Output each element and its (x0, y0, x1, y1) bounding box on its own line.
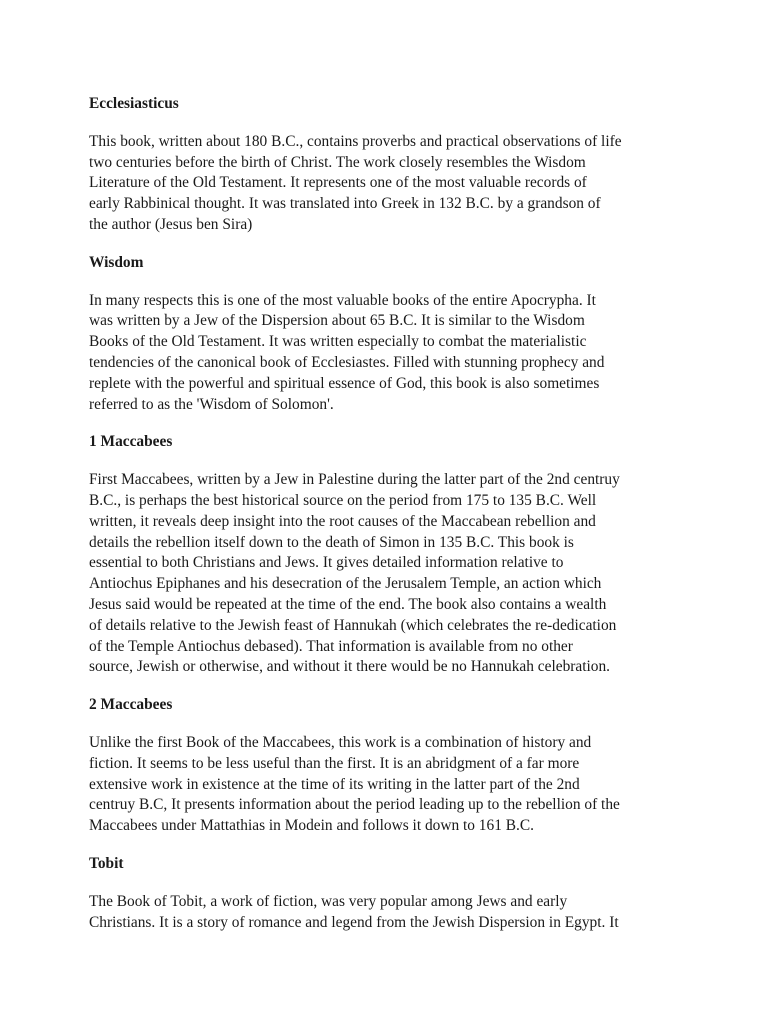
text-line: of the Temple Antiochus debased). That information is available from no other (89, 637, 573, 655)
section-paragraph (89, 733, 689, 837)
section-2-maccabees (89, 695, 689, 837)
text-line: replete with the powerful and spiritual essence of God, this book is also sometimes (89, 374, 600, 392)
text-line: referred to as the 'Wisdom of Solomon'. (89, 395, 334, 413)
text-line: fiction. It seems to be less useful than the first. It is an abridgment of a far more (89, 754, 580, 772)
text-line: essential to both Christians and Jews. It gives detailed information relative to (89, 554, 564, 572)
section-heading: 2 Maccabees (89, 696, 173, 714)
text-line: The Book of Tobit, a work of fiction, was very popular among Jews and early (89, 892, 568, 910)
section-paragraph (89, 470, 689, 678)
text-line: B.C., is perhaps the best historical source on the period from 175 to 135 B.C. Well (89, 491, 597, 509)
text-line: This book, written about 180 B.C., contains proverbs and practical observations of life (89, 132, 622, 150)
text-line: Books of the Old Testament. It was written especially to combat the materialistic (89, 333, 587, 351)
text-line: source, Jewish or otherwise, and without it there would be no Hannukah celebration. (89, 658, 611, 676)
text-line: details the rebellion itself down to the death of Simon in 135 B.C. This book is (89, 533, 574, 551)
document-page (89, 94, 689, 950)
text-line: written, it reveals deep insight into the root causes of the Maccabean rebellion and (89, 512, 596, 530)
text-line: Maccabees under Mattathias in Modein and follows it down to 161 B.C. (89, 817, 534, 835)
text-line: two centuries before the birth of Christ. The work closely resembles the Wisdom (89, 153, 586, 171)
text-line: was written by a Jew of the Dispersion about 65 B.C. It is similar to the Wisdom (89, 312, 585, 330)
text-line: Unlike the first Book of the Maccabees, this work is a combination of history and (89, 733, 592, 751)
section-ecclesiasticus (89, 94, 689, 236)
text-line: tendencies of the canonical book of Ecclesiastes. Filled with stunning prophecy and (89, 353, 605, 371)
text-line: centruy B.C, It presents information about the period leading up to the rebellion of the (89, 796, 620, 814)
text-line: In many respects this is one of the most valuable books of the entire Apocrypha. It (89, 291, 596, 309)
section-heading: Wisdom (89, 253, 144, 271)
section-heading: Ecclesiasticus (89, 95, 179, 112)
text-line: Antiochus Epiphanes and his desecration of the Jerusalem Temple, an action which (89, 575, 602, 593)
text-line: of details relative to the Jewish feast of Hannukah (which celebrates the re-dedication (89, 616, 617, 634)
text-line: Jesus said would be repeated at the time of the end. The book also contains a wealth (89, 595, 607, 613)
section-tobit (89, 854, 689, 933)
text-line: Christians. It is a story of romance and legend from the Jewish Dispersion in Egypt. It (89, 913, 619, 931)
text-line: early Rabbinical thought. It was translated into Greek in 132 B.C. by a grandson of (89, 195, 601, 213)
text-line: extensive work in existence at the time of its writing in the latter part of the 2nd (89, 775, 580, 793)
section-paragraph (89, 291, 689, 416)
section-wisdom (89, 253, 689, 416)
section-paragraph (89, 132, 689, 236)
text-line: Literature of the Old Testament. It represents one of the most valuable records of (89, 174, 587, 192)
section-heading: Tobit (89, 854, 124, 872)
text-line: First Maccabees, written by a Jew in Palestine during the latter part of the 2nd centruy (89, 471, 620, 489)
section-heading: 1 Maccabees (89, 433, 173, 451)
section-paragraph (89, 892, 689, 934)
text-line: the author (Jesus ben Sira) (89, 215, 253, 233)
section-1-maccabees (89, 432, 689, 678)
